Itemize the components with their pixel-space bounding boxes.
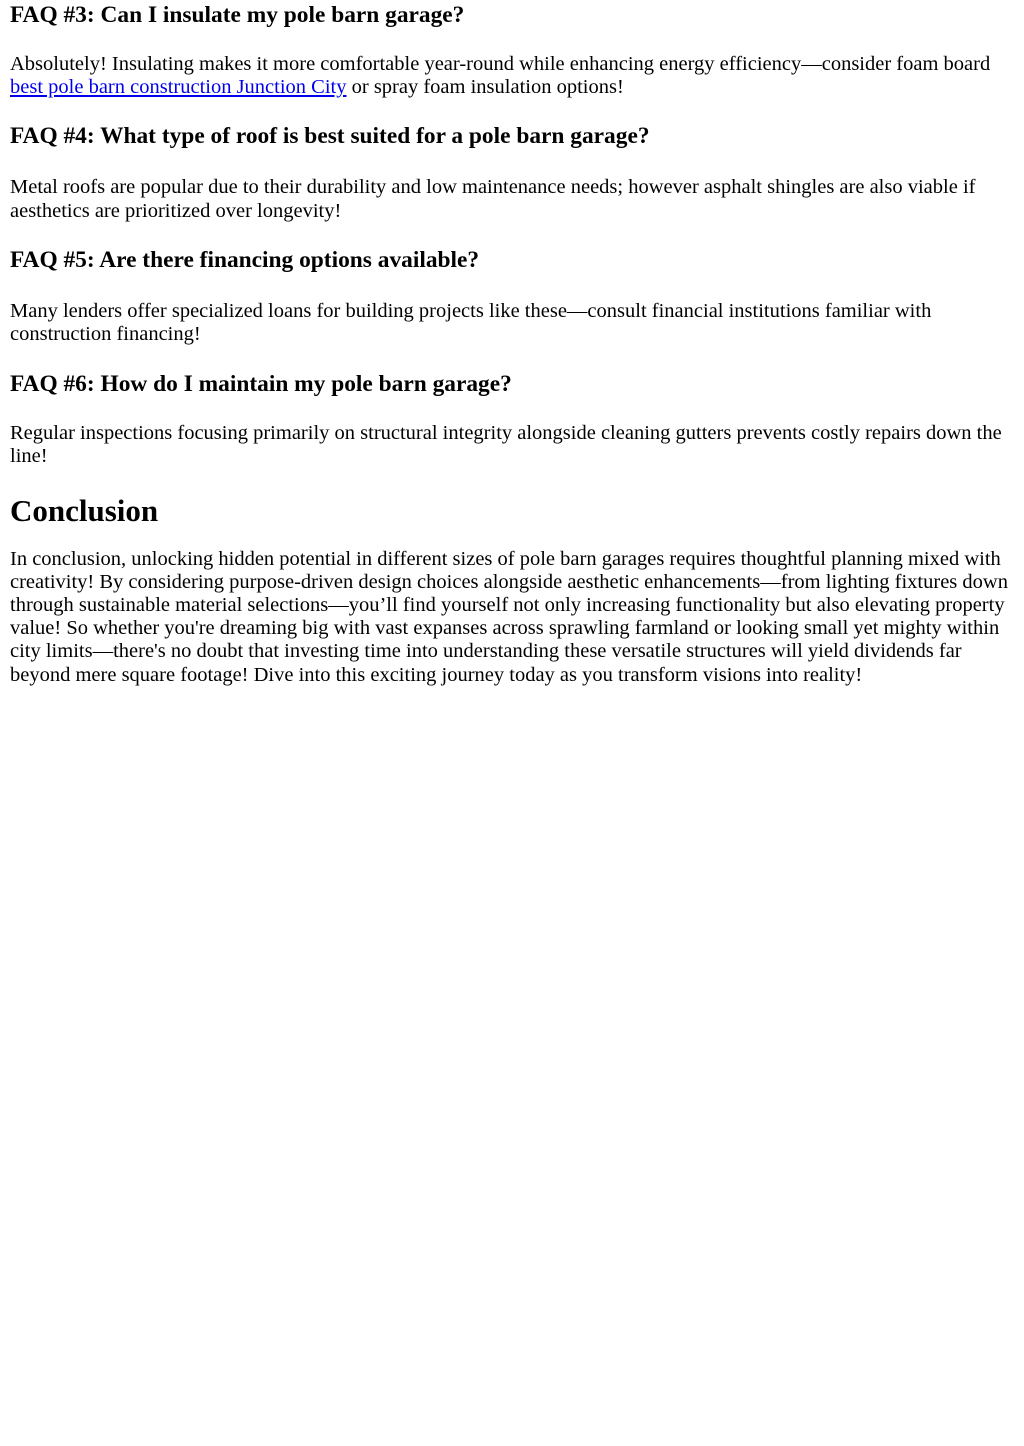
- faq-3-heading: FAQ #3: Can I insulate my pole barn garage?: [10, 2, 465, 28]
- faq-4-heading: FAQ #4: What type of roof is best suited for a pole barn garage?: [10, 123, 650, 150]
- pole-barn-construction-link[interactable]: best pole barn construction Junction City: [10, 76, 347, 99]
- faq-6-heading: FAQ #6: How do I maintain my pole barn garage?: [10, 371, 512, 398]
- faq-5-answer: Many lenders offer specialized loans for building projects like these—consult financial institutions familiar with construction financing!: [10, 299, 932, 346]
- conclusion-paragraph: In conclusion, unlocking hidden potential in different sizes of pole barn garages requires thoughtful planning mixed with creativity! By considering purpose-driven design choices alongside aesthetic enhancements—from lighting fixtures down through sustainable material selections—you’ll find yourself not only increasing functionality but also elevating property value! So whether you're dreaming big with vast expanses across sprawling farmland or looking small yet mighty within city limits—there's no doubt that investing time into understanding these versatile structures will yield dividends far beyond mere square footage! Dive into this exciting journey today as you transform visions into reality!: [10, 547, 1008, 686]
- article-content: [0, 0, 1024, 687]
- faq-3-answer: [10, 53, 1014, 99]
- conclusion-heading: Conclusion: [10, 492, 159, 528]
- faq-5-heading: FAQ #5: Are there financing options available?: [10, 246, 480, 273]
- faq-4-answer: Metal roofs are popular due to their durability and low maintenance needs; however asphalt shingles are also viable if aesthetics are prioritized over longevity!: [10, 176, 976, 222]
- faq-6-answer: Regular inspections focusing primarily on structural integrity alongside cleaning gutters prevents costly repairs down the line!: [10, 422, 1002, 468]
- faq-3-answer-text-start: Absolutely! Insulating makes it more comfortable year-round while enhancing energy efficiency—consider foam board: [10, 53, 991, 75]
- faq-3-answer-text-end: or spray foam insulation options!: [346, 76, 624, 99]
